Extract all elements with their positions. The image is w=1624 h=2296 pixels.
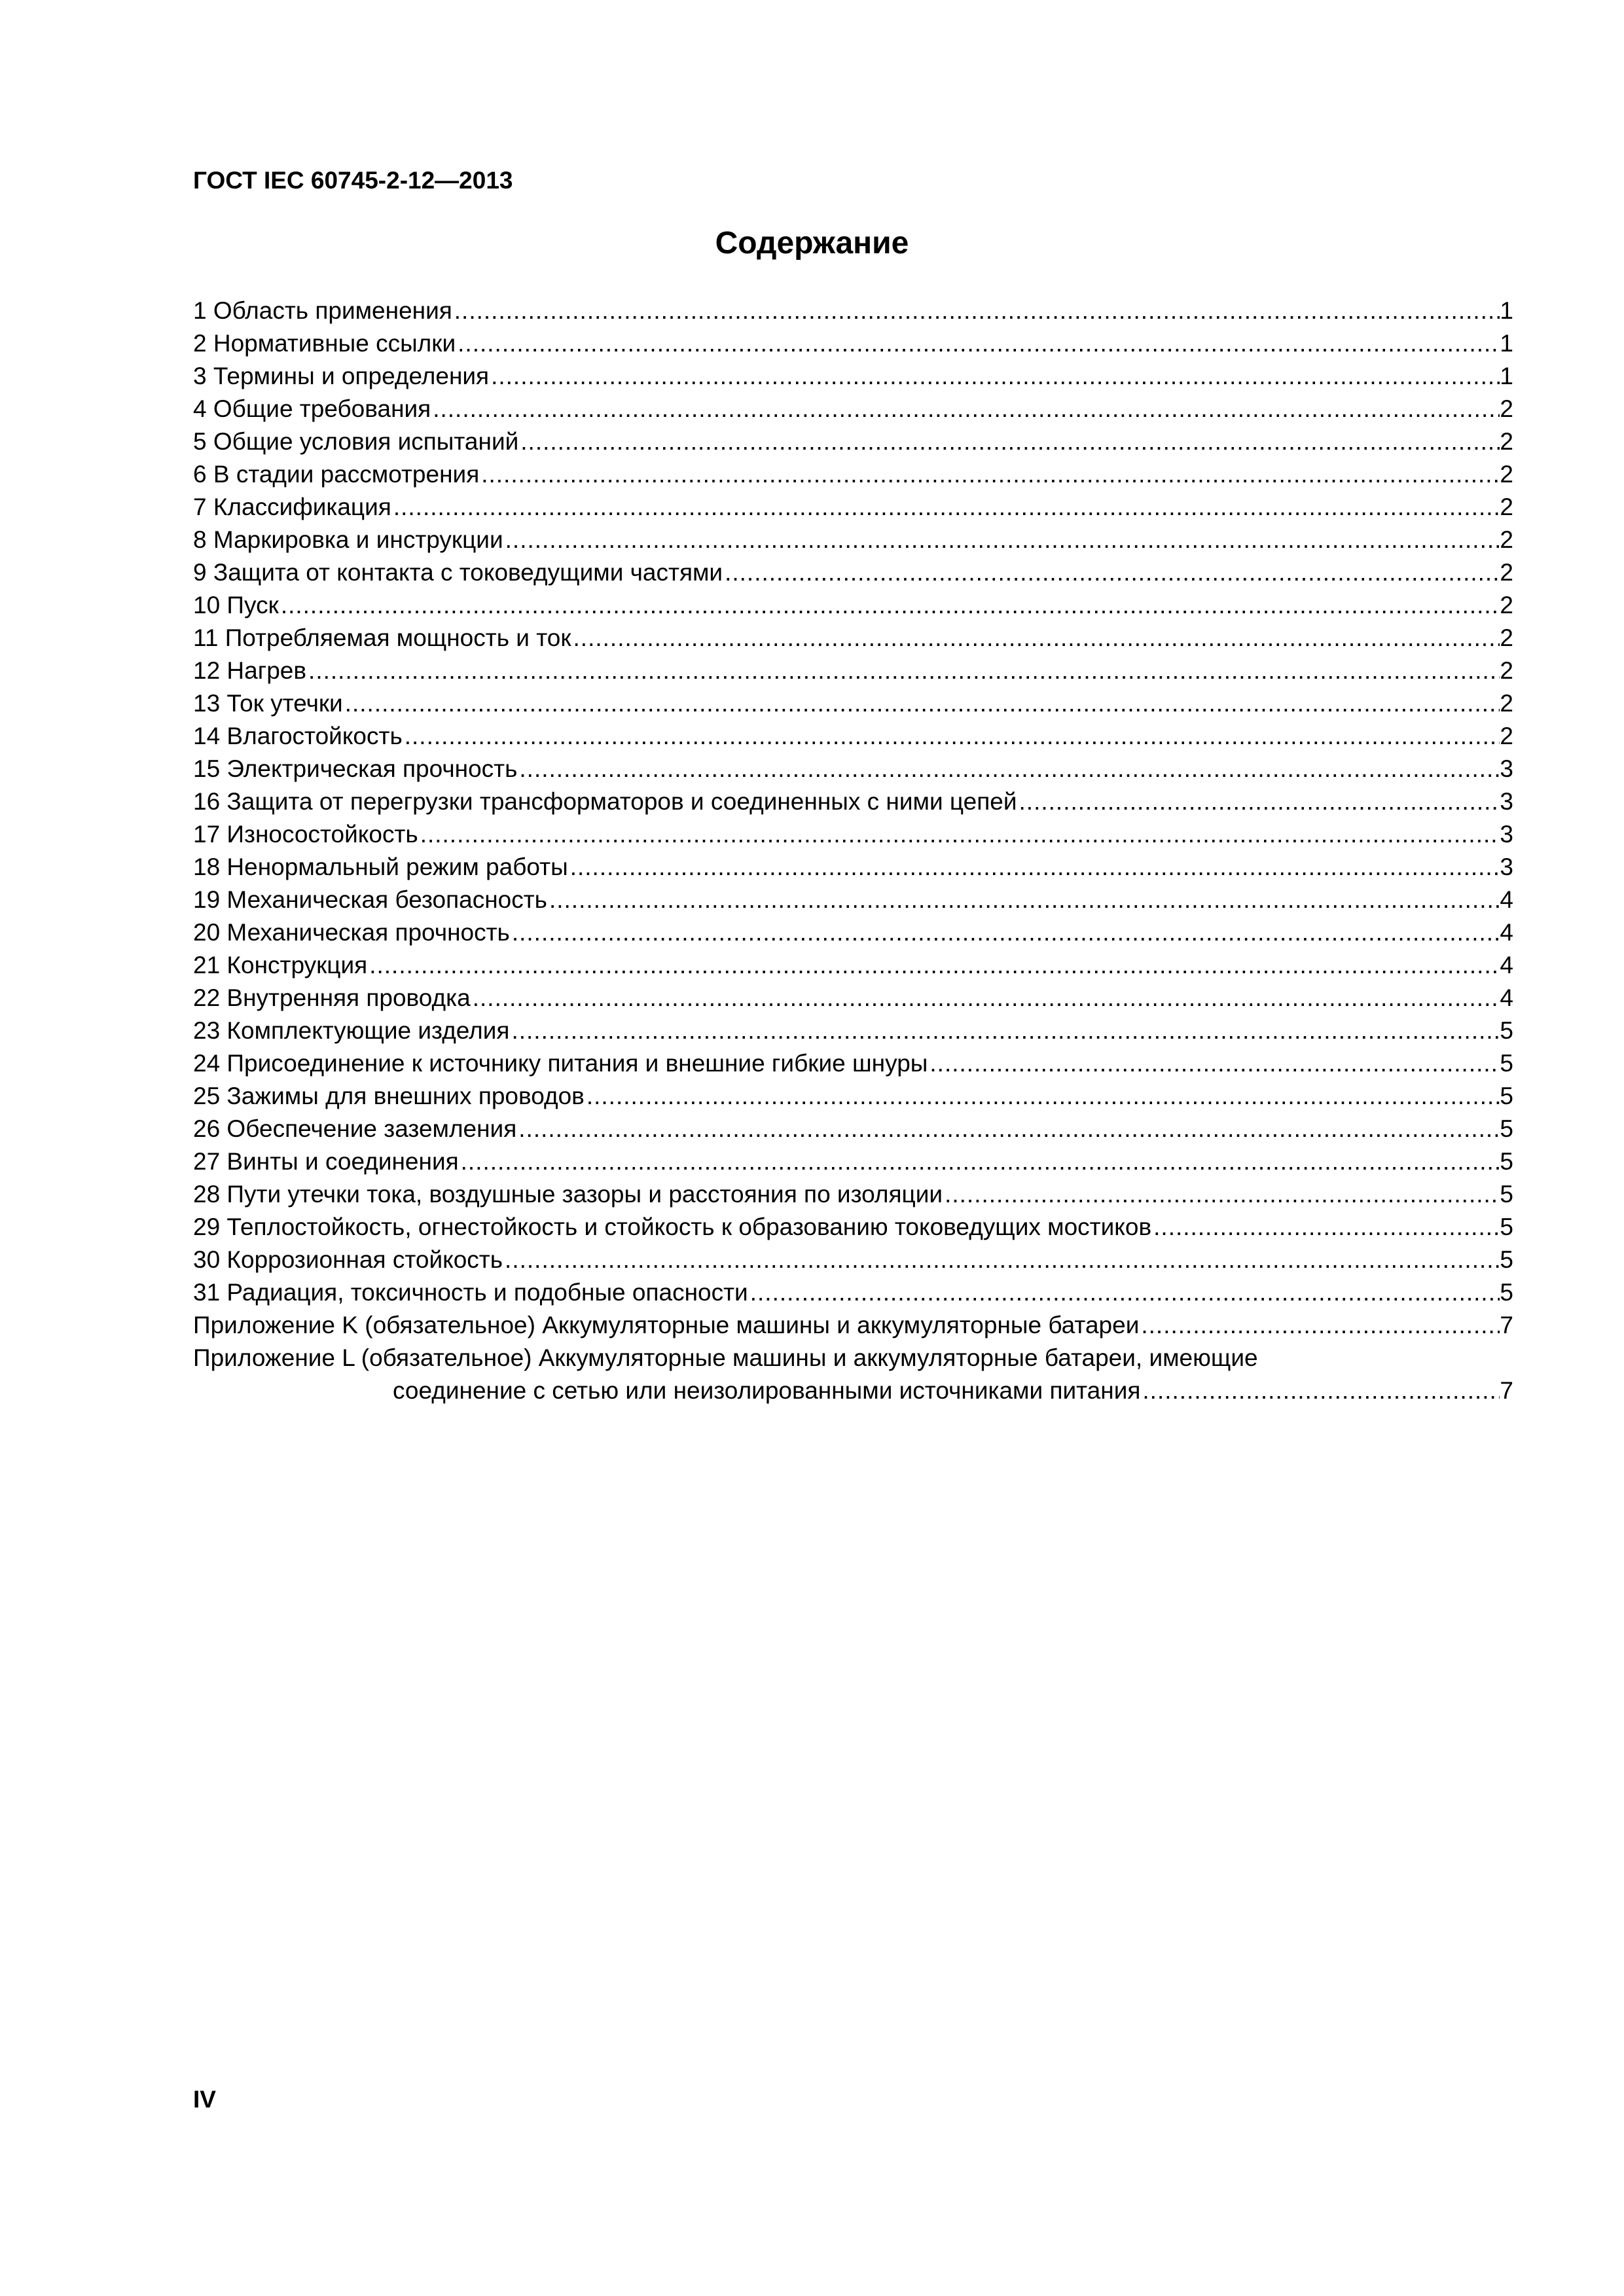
toc-entry-label: Приложение K (обязательное) Аккумуляторные машины и аккумуляторные батареи — [193, 1312, 1140, 1338]
toc-entry[interactable] — [193, 622, 1513, 655]
toc-entry-annex-l[interactable] — [193, 1342, 1513, 1407]
toc-entry-page: 5 — [1500, 1148, 1513, 1175]
toc-entry-page: 5 — [1500, 1017, 1513, 1044]
toc-entry[interactable] — [193, 327, 1513, 360]
toc-entry-label: 26 Обеспечение заземления — [193, 1115, 517, 1142]
toc-entry-label: 27 Винты и соединения — [193, 1148, 459, 1175]
toc-dot-leader — [503, 524, 1500, 556]
toc-entry-label: 25 Зажимы для внешних проводов — [193, 1083, 585, 1109]
toc-dot-leader — [509, 1014, 1500, 1047]
toc-entry[interactable] — [193, 425, 1513, 458]
toc-entry-page: 3 — [1500, 755, 1513, 782]
toc-entry[interactable] — [193, 1014, 1513, 1047]
toc-entry-label: 29 Теплостойкость, огнестойкость и стойкость к образованию токоведущих мостиков — [193, 1213, 1152, 1240]
toc-dot-leader — [391, 491, 1500, 524]
toc-entry-page: 7 — [1500, 1377, 1513, 1404]
toc-dot-leader — [343, 687, 1500, 720]
toc-entry-page: 1 — [1500, 297, 1513, 324]
toc-entry-page: 1 — [1500, 363, 1513, 389]
toc-entry-page: 3 — [1500, 853, 1513, 880]
toc-entry-page: 5 — [1500, 1181, 1513, 1208]
toc-entry[interactable] — [193, 524, 1513, 556]
toc-entry-page: 2 — [1500, 395, 1513, 422]
toc-entry-label: 20 Механическая прочность — [193, 919, 510, 946]
toc-entry-label: 1 Область применения — [193, 297, 452, 324]
toc-dot-leader — [367, 949, 1500, 982]
toc-dot-leader — [928, 1047, 1500, 1080]
toc-entry[interactable] — [193, 720, 1513, 753]
toc-entry-page: 2 — [1500, 723, 1513, 749]
toc-entry-page: 5 — [1500, 1083, 1513, 1109]
toc-dot-leader — [479, 458, 1500, 491]
toc-dot-leader — [518, 425, 1500, 458]
toc-dot-leader — [503, 1244, 1500, 1276]
toc-entry-label: 23 Комплектующие изделия — [193, 1017, 510, 1044]
toc-entry[interactable] — [193, 785, 1513, 818]
toc-dot-leader — [748, 1276, 1500, 1309]
toc-entry-page: 5 — [1500, 1279, 1513, 1306]
toc-dot-leader — [279, 589, 1500, 622]
toc-entry-page: 2 — [1500, 690, 1513, 717]
toc-entry-page: 7 — [1500, 1312, 1513, 1338]
toc-entry[interactable] — [193, 1145, 1513, 1178]
toc-entry-page: 5 — [1500, 1246, 1513, 1273]
toc-entry[interactable] — [193, 1080, 1513, 1113]
toc-entry[interactable] — [193, 753, 1513, 785]
page-number: IV — [193, 2086, 216, 2113]
toc-dot-leader — [571, 622, 1500, 655]
toc-dot-leader — [585, 1080, 1500, 1113]
toc-entry-label: 18 Ненормальный режим работы — [193, 853, 568, 880]
toc-entry[interactable] — [193, 818, 1513, 851]
toc-entry-label: 7 Классификация — [193, 493, 391, 520]
toc-entry-label: 16 Защита от перегрузки трансформаторов и соединенных с ними цепей — [193, 788, 1017, 815]
toc-entry-page: 4 — [1500, 886, 1513, 913]
toc-entry-page: 2 — [1500, 592, 1513, 619]
toc-entry[interactable] — [193, 393, 1513, 425]
toc-entry[interactable] — [193, 1113, 1513, 1145]
toc-entry-label: 3 Термины и определения — [193, 363, 490, 389]
toc-entry-page: 2 — [1500, 559, 1513, 586]
toc-entry[interactable] — [193, 1244, 1513, 1276]
toc-entry[interactable] — [193, 916, 1513, 949]
toc-dot-leader — [471, 982, 1500, 1014]
toc-entry[interactable] — [193, 982, 1513, 1014]
toc-entry-page: 2 — [1500, 461, 1513, 488]
document-code-header: ГОСТ IEC 60745-2-12—2013 — [193, 167, 513, 194]
toc-entry-label: 14 Влагостойкость — [193, 723, 403, 749]
toc-entry[interactable] — [193, 1276, 1513, 1309]
table-of-contents — [193, 295, 1513, 1407]
toc-entry[interactable] — [193, 884, 1513, 916]
toc-entry[interactable] — [193, 851, 1513, 884]
toc-entry-page: 5 — [1500, 1115, 1513, 1142]
toc-dot-leader — [547, 884, 1500, 916]
toc-entry-page: 4 — [1500, 984, 1513, 1011]
toc-entry[interactable] — [193, 687, 1513, 720]
toc-entry[interactable] — [193, 1211, 1513, 1244]
toc-entry[interactable] — [193, 458, 1513, 491]
toc-dot-leader — [431, 393, 1500, 425]
toc-entry-label: 19 Механическая безопасность — [193, 886, 547, 913]
toc-entry-label: 5 Общие условия испытаний — [193, 428, 519, 455]
toc-entry-label: 13 Ток утечки — [193, 690, 343, 717]
toc-entry-page: 3 — [1500, 821, 1513, 848]
toc-entry-page: 2 — [1500, 526, 1513, 553]
toc-dot-leader — [452, 295, 1500, 327]
toc-entry-page: 4 — [1500, 952, 1513, 978]
toc-entry-page: 3 — [1500, 788, 1513, 815]
toc-dot-leader — [306, 655, 1500, 687]
toc-entry-page: 5 — [1500, 1213, 1513, 1240]
toc-entry-continuation — [193, 1374, 1513, 1407]
toc-entry-label-continued: соединение с сетью или неизолированными источниками питания — [393, 1377, 1141, 1404]
toc-dot-leader — [723, 556, 1500, 589]
toc-entry-label: 6 В стадии рассмотрения — [193, 461, 480, 488]
toc-entry-label: 30 Коррозионная стойкость — [193, 1246, 503, 1273]
toc-entry-annex-k[interactable] — [193, 1309, 1513, 1342]
toc-dot-leader — [1139, 1309, 1500, 1342]
toc-entry[interactable] — [193, 1178, 1513, 1211]
toc-entry-label: 4 Общие требования — [193, 395, 431, 422]
toc-entry[interactable] — [193, 1047, 1513, 1080]
toc-entry-label: 12 Нагрев — [193, 657, 307, 684]
toc-entry-page: 2 — [1500, 624, 1513, 651]
toc-entry-page: 2 — [1500, 657, 1513, 684]
toc-title: Содержание — [715, 226, 909, 260]
toc-dot-leader — [516, 1113, 1500, 1145]
toc-entry-label: 17 Износостойкость — [193, 821, 418, 848]
toc-entry-label: 24 Присоединение к источнику питания и внешние гибкие шнуры — [193, 1050, 928, 1077]
toc-dot-leader — [943, 1178, 1500, 1211]
toc-entry-label: 22 Внутренняя проводка — [193, 984, 471, 1011]
toc-entry-page: 5 — [1500, 1050, 1513, 1077]
toc-entry[interactable] — [193, 949, 1513, 982]
toc-dot-leader — [403, 720, 1500, 753]
toc-dot-leader — [568, 851, 1500, 884]
toc-dot-leader — [517, 753, 1500, 785]
toc-entry-page: 2 — [1500, 428, 1513, 455]
toc-dot-leader — [1140, 1374, 1500, 1407]
toc-entry[interactable] — [193, 491, 1513, 524]
toc-dot-leader — [510, 916, 1500, 949]
toc-entry-label: 21 Конструкция — [193, 952, 368, 978]
toc-entry[interactable] — [193, 360, 1513, 393]
toc-entry[interactable] — [193, 295, 1513, 327]
toc-dot-leader — [489, 360, 1500, 393]
toc-entry-label: 2 Нормативные ссылки — [193, 330, 456, 357]
toc-entry-page: 2 — [1500, 493, 1513, 520]
toc-entry-label: 11 Потребляемая мощность и ток — [193, 624, 571, 651]
toc-entry-label: 15 Электрическая прочность — [193, 755, 518, 782]
toc-dot-leader — [418, 818, 1500, 851]
toc-entry[interactable] — [193, 589, 1513, 622]
toc-entry-label: 10 Пуск — [193, 592, 279, 619]
toc-dot-leader — [456, 327, 1500, 360]
toc-dot-leader — [1151, 1211, 1500, 1244]
toc-entry[interactable] — [193, 556, 1513, 589]
toc-entry-label: 8 Маркировка и инструкции — [193, 526, 503, 553]
toc-entry-page: 4 — [1500, 919, 1513, 946]
toc-dot-leader — [1017, 785, 1500, 818]
toc-dot-leader — [459, 1145, 1500, 1178]
toc-entry-label: Приложение L (обязательное) Аккумуляторные машины и аккумуляторные батареи, имеющие — [193, 1344, 1258, 1371]
toc-entry-label: 28 Пути утечки тока, воздушные зазоры и расстояния по изоляции — [193, 1181, 943, 1208]
toc-entry[interactable] — [193, 655, 1513, 687]
toc-entry-page: 1 — [1500, 330, 1513, 357]
toc-entry-label: 9 Защита от контакта с токоведущими частями — [193, 559, 723, 586]
toc-entry-label: 31 Радиация, токсичность и подобные опасности — [193, 1279, 748, 1306]
